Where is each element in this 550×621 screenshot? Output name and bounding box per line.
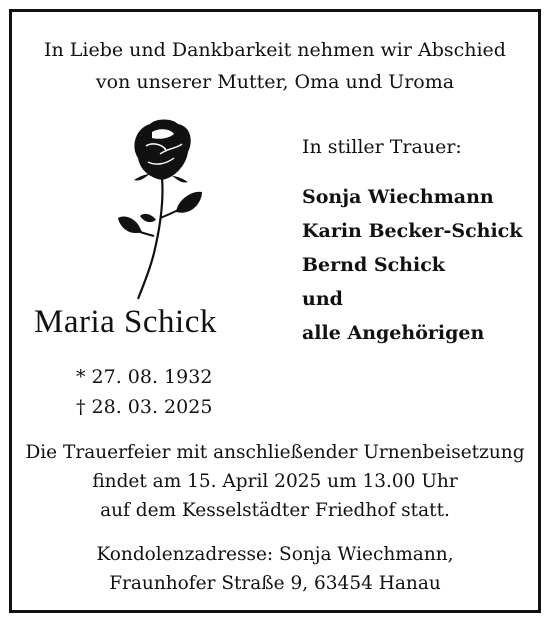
mourner-name: Bernd Schick (302, 254, 445, 276)
mourner-conjunction: und (302, 288, 343, 310)
ceremony-line-3: auf dem Kesselstädter Friedhof statt. (100, 500, 450, 521)
rose-icon (116, 118, 206, 300)
birth-date: * 27. 08. 1932 (76, 366, 213, 388)
mourner-name: Sonja Wiechmann (302, 186, 494, 208)
mourner-name: Karin Becker-Schick (302, 220, 523, 242)
condolence-address (12, 540, 538, 598)
mourning-intro: In stiller Trauer: (302, 136, 462, 158)
mourner-list (302, 180, 522, 350)
ceremony-line-2: findet am 15. April 2025 um 13.00 Uhr (92, 471, 458, 492)
intro-line-2: von unserer Mutter, Oma und Uroma (95, 71, 455, 93)
life-dates (76, 362, 212, 422)
ceremony-line-1: Die Trauerfeier mit anschließender Urnenbeisetzung (25, 442, 525, 463)
intro-line-1: In Liebe und Dankbarkeit nehmen wir Abschied (44, 39, 506, 61)
condolence-line-2: Fraunhofer Straße 9, 63454 Hanau (109, 573, 441, 594)
deceased-name: Maria Schick (34, 304, 217, 340)
obituary-card (9, 9, 541, 613)
death-date: † 28. 03. 2025 (76, 396, 213, 418)
ceremony-notice (12, 438, 538, 525)
condolence-line-1: Kondolenzadresse: Sonja Wiechmann, (96, 544, 454, 565)
mourner-name: alle Angehörigen (302, 322, 485, 344)
intro-text (12, 34, 538, 98)
